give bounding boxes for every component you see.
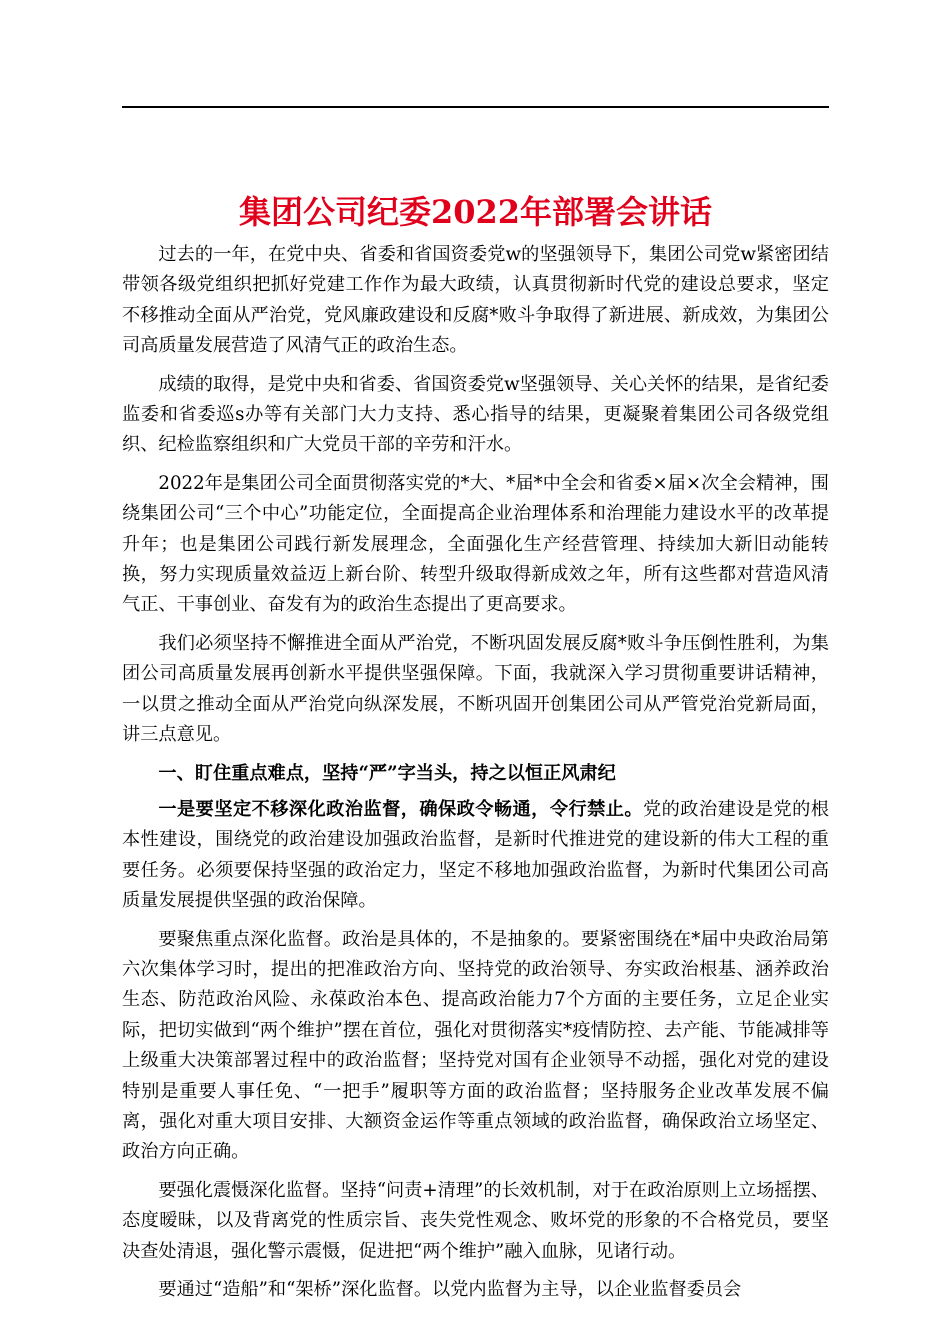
paragraph	[122, 795, 829, 917]
section-heading: 一、盯住重点难点，坚持“严”字当头，持之以恒正风肃纪	[158, 762, 616, 784]
paragraph: 要强化震慑深化监督。坚持“问责+清理”的长效机制，对于在政治原则上立场摇摆、态度暧昧，以及背离党的性质宗旨、丧失党性观念、败坏党的形象的不合格党员，要坚决查处清退，强化警示震慑，促进把“两个维护”融入血脉，见诸行动。	[122, 1179, 829, 1262]
paragraph: 过去的一年，在党中央、省委和省国资委党w的坚强领导下，集团公司党w紧密团结带领各级党组织把抓好党建工作作为最大政绩，认真贯彻新时代党的建设总要求，坚定不移推动全面从严治党，党风廉政建设和反腐*败斗争取得了新进展、新成效，为集团公司高质量发展营造了风清气正的政治生态。	[122, 244, 829, 357]
paragraph: 要聚焦重点深化监督。政治是具体的，不是抽象的。要紧密围绕在*届中央政治局第六次集体学习时，提出的把准政治方向、坚持党的政治领导、夯实政治根基、涵养政治生态、防范政治风险、永葆政治本色、提高政治能力7个方面的主要任务，立足企业实际，把切实做到“两个维护”摆在首位，强化对贯彻落实*疫情防控、去产能、节能减排等上级重大决策部署过程中的政治监督；坚持党对国有企业领导不动摇，强化对党的建设特别是重要人事任免、“一把手”履职等方面的政治监督；坚持服务企业改革发展不偏离，强化对重大项目安排、大额资金运作等重点领域的政治监督，确保政治立场坚定、政治方向正确。	[122, 928, 829, 1163]
header-rule	[122, 106, 829, 108]
document-title: 集团公司纪委2022年部署会讲话	[238, 193, 713, 231]
paragraph-text: 党的政治建设是党的根本性建设，围绕党的政治建设加强政治监督，是新时代推进党的建设新的伟大工程的重要任务。必须要保持坚强的政治定力，坚定不移地加强政治监督，为新时代集团公司高质量发展提供坚强的政治保障。	[122, 798, 829, 912]
document-body	[122, 240, 829, 1313]
paragraph: 要通过“造船”和“架桥”深化监督。以党内监督为主导，以企业监督委员会	[158, 1279, 742, 1300]
paragraph: 我们必须坚持不懈推进全面从严治党，不断巩固发展反腐*败斗争压倒性胜利，为集团公司高质量发展再创新水平提供坚强保障。下面，我就深入学习贯彻重要讲话精神，一以贯之推动全面从严治党向纵深发展，不断巩固开创集团公司从严管党治党新局面，讲三点意见。	[122, 632, 829, 746]
paragraph: 2022年是集团公司全面贯彻落实党的*大、*届*中全会和省委×届×次全会精神，围绕集团公司“三个中心”功能定位，全面提高企业治理体系和治理能力建设水平的改革提升年；也是集团公司践行新发展理念，全面强化生产经营管理、持续加大新旧动能转换，努力实现质量效益迈上新台阶、转型升级取得新成效之年，所有这些都对营造风清气正、干事创业、奋发有为的政治生态提出了更高要求。	[122, 472, 829, 616]
paragraph: 成绩的取得，是党中央和省委、省国资委党w坚强领导、关心关怀的结果，是省纪委监委和省委巡s办等有关部门大力支持、悉心指导的结果，更凝聚着集团公司各级党组织、纪检监察组织和广大党员干部的辛劳和汗水。	[122, 373, 829, 456]
paragraph-lead: 一是要坚定不移深化政治监督，确保政令畅通，令行禁止。	[158, 798, 644, 820]
